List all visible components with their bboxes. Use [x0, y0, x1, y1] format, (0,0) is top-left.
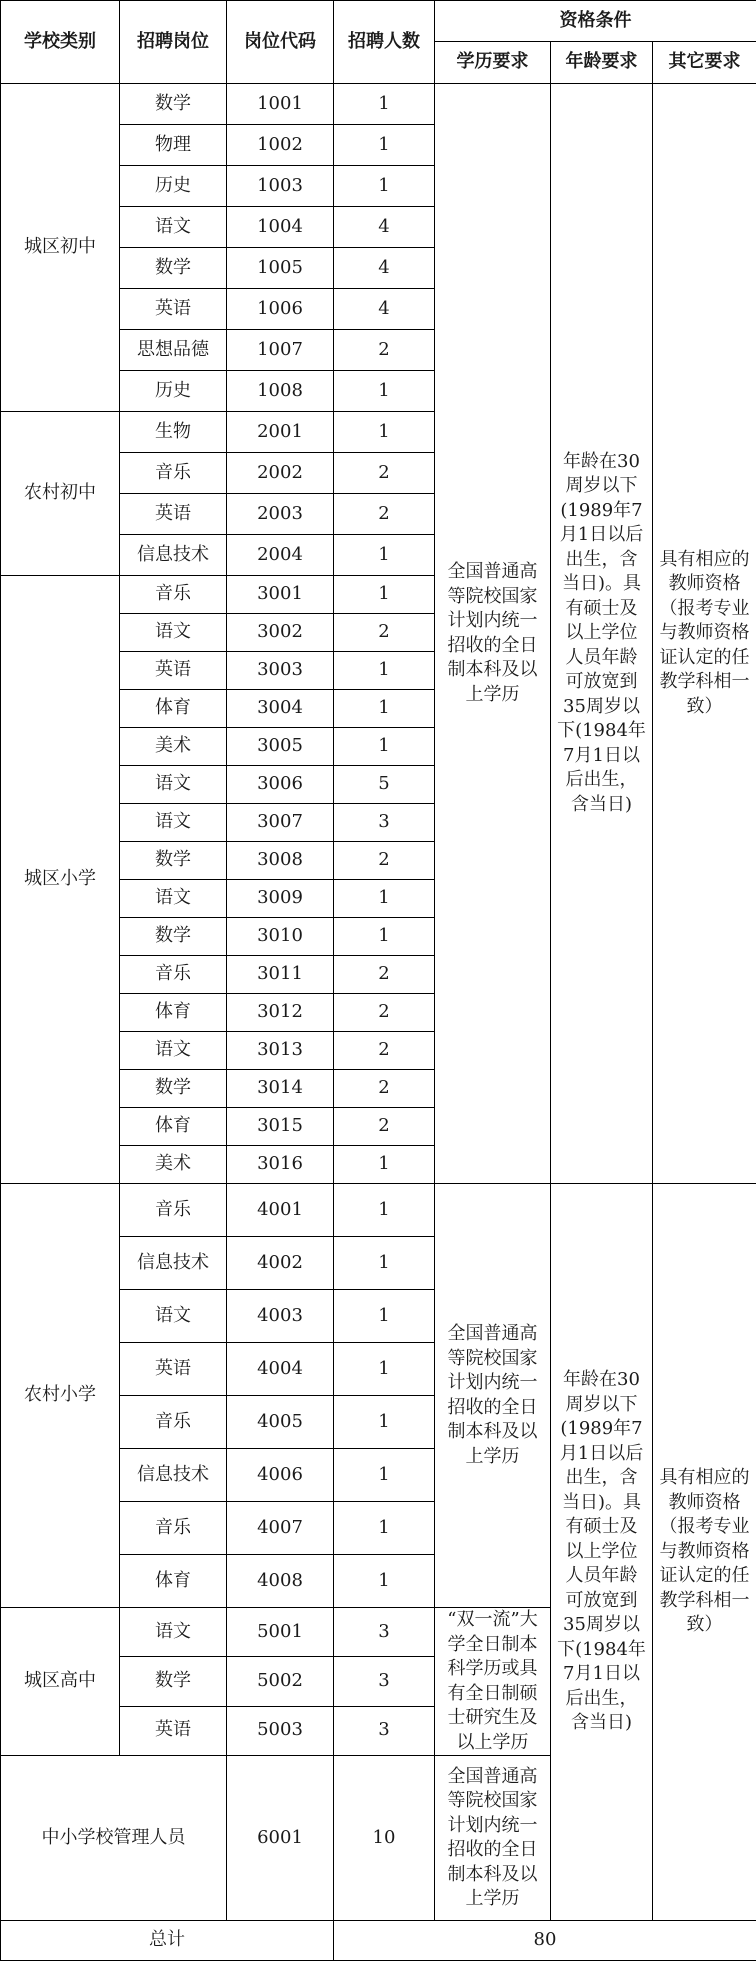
header-code: 岗位代码 [227, 1, 334, 84]
code-cell: 3013 [227, 1032, 334, 1070]
education-requirement: 全国普通高等院校国家计划内统一招收的全日制本科及以上学历 [435, 1184, 551, 1608]
position-cell: 历史 [120, 166, 227, 207]
position-cell: 音乐 [120, 1502, 227, 1555]
header-position: 招聘岗位 [120, 1, 227, 84]
header-age: 年龄要求 [551, 42, 653, 84]
code-cell: 6001 [227, 1756, 334, 1921]
code-cell: 3004 [227, 690, 334, 728]
position-cell: 数学 [120, 842, 227, 880]
code-cell: 3002 [227, 614, 334, 652]
education-requirement: “双一流”大学全日制本科学历或具有全日制硕士研究生及以上学历 [435, 1608, 551, 1756]
code-cell: 3011 [227, 956, 334, 994]
position-cell: 音乐 [120, 453, 227, 494]
position-cell: 英语 [120, 1706, 227, 1755]
code-cell: 2002 [227, 453, 334, 494]
position-cell: 体育 [120, 1555, 227, 1608]
code-cell: 1008 [227, 371, 334, 412]
code-cell: 1002 [227, 125, 334, 166]
table-row-total [1, 1921, 756, 1961]
count-cell: 4 [334, 289, 435, 330]
position-cell: 物理 [120, 125, 227, 166]
code-cell: 4005 [227, 1396, 334, 1449]
other-requirement: 具有相应的教师资格（报考专业与教师资格证认定的任教学科相一致） [653, 1184, 756, 1921]
code-cell: 5003 [227, 1706, 334, 1755]
code-cell: 3001 [227, 576, 334, 614]
age-requirement: 年龄在30周岁以下(1989年7月1日以后出生，含当日)。具有硕士及以上学位人员年龄可放宽到35周岁以下(1984年7月1日以后出生，含当日) [551, 1184, 653, 1921]
count-cell: 1 [334, 1184, 435, 1237]
code-cell: 3016 [227, 1146, 334, 1184]
code-cell: 1007 [227, 330, 334, 371]
position-cell: 语文 [120, 1608, 227, 1657]
school-type-cell: 城区高中 [1, 1608, 120, 1756]
position-cell: 语文 [120, 804, 227, 842]
code-cell: 4001 [227, 1184, 334, 1237]
position-cell: 体育 [120, 690, 227, 728]
code-cell: 3015 [227, 1108, 334, 1146]
count-cell: 1 [334, 1555, 435, 1608]
code-cell: 3007 [227, 804, 334, 842]
position-cell: 体育 [120, 994, 227, 1032]
count-cell: 1 [334, 166, 435, 207]
total-label: 总计 [1, 1921, 334, 1961]
count-cell: 1 [334, 652, 435, 690]
position-cell: 数学 [120, 1070, 227, 1108]
school-type-cell: 农村初中 [1, 412, 120, 576]
position-cell: 历史 [120, 371, 227, 412]
position-cell: 语文 [120, 766, 227, 804]
position-cell: 语文 [120, 1290, 227, 1343]
position-cell: 英语 [120, 1343, 227, 1396]
count-cell: 2 [334, 1108, 435, 1146]
code-cell: 3006 [227, 766, 334, 804]
code-cell: 5001 [227, 1608, 334, 1657]
position-cell: 数学 [120, 1657, 227, 1706]
count-cell: 1 [334, 125, 435, 166]
code-cell: 1004 [227, 207, 334, 248]
total-value: 80 [334, 1921, 756, 1961]
position-cell: 美术 [120, 728, 227, 766]
age-requirement: 年龄在30周岁以下(1989年7月1日以后出生，含当日)。具有硕士及以上学位人员年龄可放宽到35周岁以下(1984年7月1日以后出生，含当日) [551, 84, 653, 1184]
code-cell: 1003 [227, 166, 334, 207]
code-cell: 4007 [227, 1502, 334, 1555]
admin-name-cell: 中小学校管理人员 [1, 1756, 227, 1921]
code-cell: 3009 [227, 880, 334, 918]
count-cell: 1 [334, 1502, 435, 1555]
count-cell: 1 [334, 918, 435, 956]
count-cell: 2 [334, 956, 435, 994]
code-cell: 2004 [227, 535, 334, 576]
code-cell: 3012 [227, 994, 334, 1032]
other-requirement: 具有相应的教师资格（报考专业与教师资格证认定的任教学科相一致） [653, 84, 756, 1184]
school-type-cell: 农村小学 [1, 1184, 120, 1608]
code-cell: 4004 [227, 1343, 334, 1396]
code-cell: 4008 [227, 1555, 334, 1608]
position-cell: 英语 [120, 289, 227, 330]
count-cell: 1 [334, 880, 435, 918]
header-education: 学历要求 [435, 42, 551, 84]
count-cell: 2 [334, 453, 435, 494]
education-requirement: 全国普通高等院校国家计划内统一招收的全日制本科及以上学历 [435, 1756, 551, 1921]
position-cell: 信息技术 [120, 535, 227, 576]
count-cell: 5 [334, 766, 435, 804]
position-cell: 数学 [120, 248, 227, 289]
position-cell: 生物 [120, 412, 227, 453]
count-cell: 3 [334, 804, 435, 842]
position-cell: 英语 [120, 494, 227, 535]
code-cell: 4006 [227, 1449, 334, 1502]
header-count: 招聘人数 [334, 1, 435, 84]
position-cell: 数学 [120, 84, 227, 125]
count-cell: 2 [334, 842, 435, 880]
count-cell: 1 [334, 535, 435, 576]
count-cell: 1 [334, 728, 435, 766]
position-cell: 音乐 [120, 1396, 227, 1449]
code-cell: 5002 [227, 1657, 334, 1706]
code-cell: 4003 [227, 1290, 334, 1343]
count-cell: 1 [334, 371, 435, 412]
code-cell: 2003 [227, 494, 334, 535]
count-cell: 1 [334, 1237, 435, 1290]
table-row [1, 1184, 756, 1237]
count-cell: 2 [334, 1032, 435, 1070]
code-cell: 2001 [227, 412, 334, 453]
count-cell: 3 [334, 1608, 435, 1657]
code-cell: 1001 [227, 84, 334, 125]
count-cell: 4 [334, 207, 435, 248]
code-cell: 1006 [227, 289, 334, 330]
count-cell: 2 [334, 994, 435, 1032]
count-cell: 3 [334, 1657, 435, 1706]
position-cell: 信息技术 [120, 1449, 227, 1502]
header-qualifications: 资格条件 [435, 1, 756, 42]
count-cell: 1 [334, 1449, 435, 1502]
school-type-cell: 城区小学 [1, 576, 120, 1184]
code-cell: 3005 [227, 728, 334, 766]
table-row [1, 84, 756, 125]
position-cell: 音乐 [120, 1184, 227, 1237]
header-other: 其它要求 [653, 42, 756, 84]
position-cell: 信息技术 [120, 1237, 227, 1290]
count-cell: 2 [334, 494, 435, 535]
code-cell: 3010 [227, 918, 334, 956]
count-cell: 1 [334, 1290, 435, 1343]
position-cell: 语文 [120, 880, 227, 918]
count-cell: 10 [334, 1756, 435, 1921]
code-cell: 4002 [227, 1237, 334, 1290]
position-cell: 数学 [120, 918, 227, 956]
count-cell: 4 [334, 248, 435, 289]
code-cell: 3008 [227, 842, 334, 880]
count-cell: 1 [334, 690, 435, 728]
position-cell: 语文 [120, 614, 227, 652]
school-type-cell: 城区初中 [1, 84, 120, 412]
count-cell: 1 [334, 84, 435, 125]
table-body [1, 84, 756, 1961]
count-cell: 2 [334, 1070, 435, 1108]
position-cell: 思想品德 [120, 330, 227, 371]
count-cell: 1 [334, 576, 435, 614]
header-school-type: 学校类别 [1, 1, 120, 84]
count-cell: 1 [334, 1343, 435, 1396]
count-cell: 1 [334, 412, 435, 453]
header-row [1, 1, 756, 42]
count-cell: 2 [334, 614, 435, 652]
position-cell: 语文 [120, 1032, 227, 1070]
position-cell: 音乐 [120, 576, 227, 614]
position-cell: 语文 [120, 207, 227, 248]
code-cell: 3003 [227, 652, 334, 690]
code-cell: 3014 [227, 1070, 334, 1108]
count-cell: 1 [334, 1396, 435, 1449]
position-cell: 体育 [120, 1108, 227, 1146]
education-requirement: 全国普通高等院校国家计划内统一招收的全日制本科及以上学历 [435, 84, 551, 1184]
code-cell: 1005 [227, 248, 334, 289]
position-cell: 英语 [120, 652, 227, 690]
count-cell: 3 [334, 1706, 435, 1755]
count-cell: 1 [334, 1146, 435, 1184]
count-cell: 2 [334, 330, 435, 371]
position-cell: 音乐 [120, 956, 227, 994]
position-cell: 美术 [120, 1146, 227, 1184]
